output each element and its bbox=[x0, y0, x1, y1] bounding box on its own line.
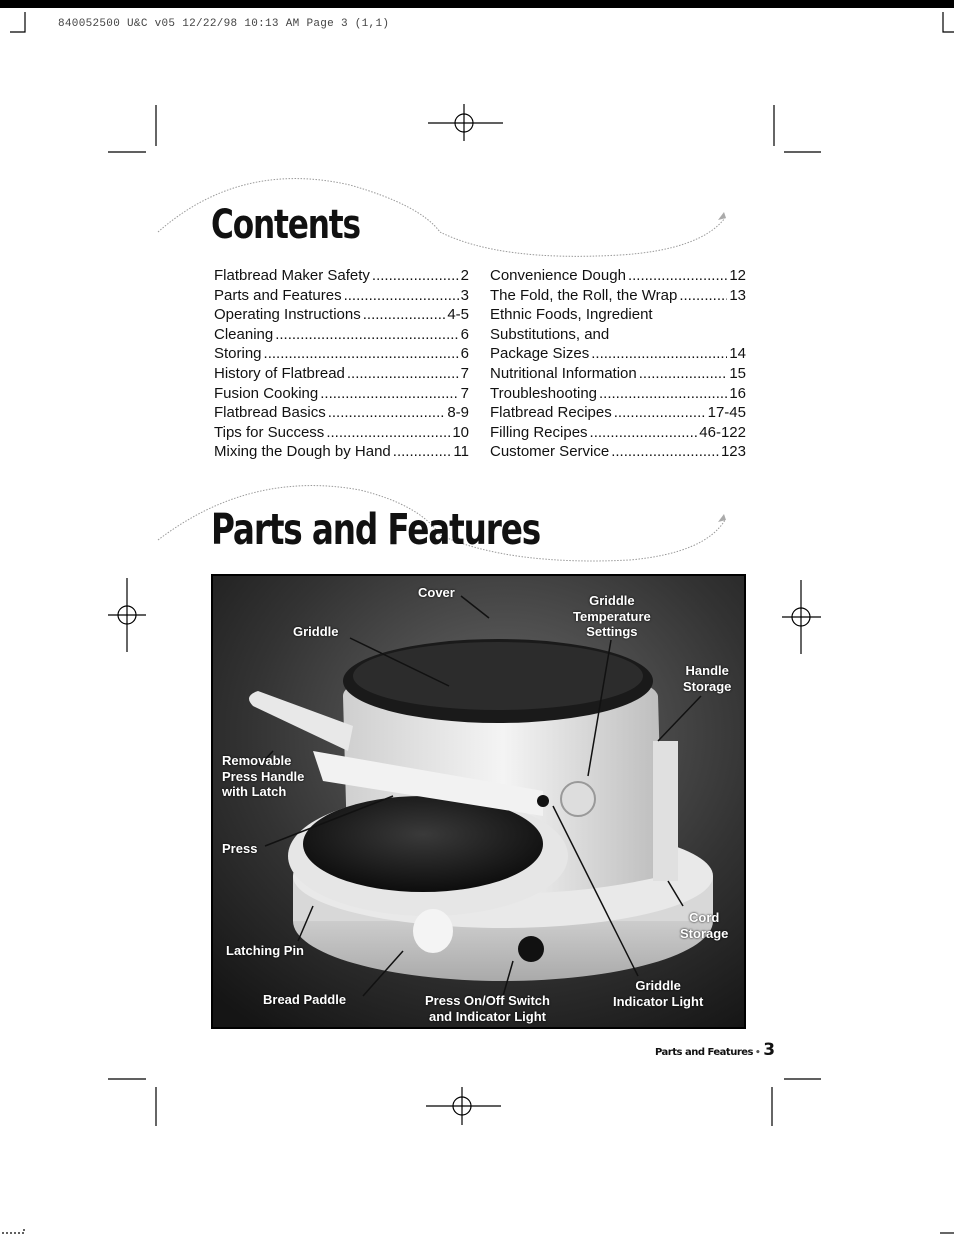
callout-griddle-indicator-light: Griddle Indicator Light bbox=[613, 978, 704, 1009]
callout-latching-pin: Latching Pin bbox=[226, 943, 304, 958]
toc-entry-title: Mixing the Dough by Hand bbox=[214, 443, 391, 461]
toc-leader-dots bbox=[326, 423, 450, 443]
callout-press: Press bbox=[222, 841, 258, 856]
callout-cord-storage: Cord Storage bbox=[680, 910, 729, 941]
toc-entry-title: Nutritional Information bbox=[490, 364, 637, 382]
footer-section: Parts and Features bbox=[655, 1047, 753, 1058]
toc-entry bbox=[214, 442, 469, 462]
toc-leader-dots bbox=[599, 384, 727, 404]
toc-entry-page: 10 bbox=[452, 423, 469, 441]
toc-entry-title: The Fold, the Roll, the Wrap bbox=[490, 286, 678, 304]
callout-griddle-temperature-settings: Griddle Temperature Settings bbox=[573, 593, 651, 639]
toc-entry-title: Flatbread Maker Safety bbox=[214, 267, 370, 284]
toc-leader-dots bbox=[639, 364, 728, 384]
toc-entry bbox=[214, 423, 469, 443]
toc-entry-page: 3 bbox=[460, 286, 469, 304]
toc-leader-dots bbox=[328, 403, 446, 423]
toc-entry-page: 7 bbox=[460, 364, 469, 382]
toc-leader-dots bbox=[264, 344, 459, 364]
toc-entry-page: 13 bbox=[729, 286, 746, 304]
toc-entry-title: Flatbread Basics bbox=[214, 404, 326, 422]
toc-entry-title: Parts and Features bbox=[214, 286, 342, 304]
toc-entry-page: 46-122 bbox=[699, 423, 746, 441]
toc-entry-page: 8-9 bbox=[447, 404, 469, 422]
toc-entry-page: 15 bbox=[729, 364, 746, 382]
toc-entry-title: Storing bbox=[214, 345, 262, 363]
top-border bbox=[0, 0, 954, 8]
toc-entry-title: Convenience Dough bbox=[490, 267, 626, 284]
toc-entry bbox=[214, 325, 469, 345]
toc-entry-title: Customer Service bbox=[490, 443, 610, 461]
toc-leader-dots bbox=[591, 344, 727, 364]
product-photo bbox=[211, 574, 746, 1029]
toc-leader-dots bbox=[614, 403, 706, 423]
toc-entry-page: 11 bbox=[453, 443, 469, 461]
toc-leader-dots bbox=[611, 442, 719, 462]
toc-entry bbox=[490, 266, 746, 286]
toc-leader-dots bbox=[363, 305, 446, 325]
flatbread-maker-illustration bbox=[213, 576, 744, 1027]
callout-removable-press-handle: Removable Press Handle with Latch bbox=[222, 753, 305, 799]
toc-leader-dots bbox=[393, 442, 452, 462]
toc-entry-title: Operating Instructions bbox=[214, 306, 361, 324]
toc-leader-dots bbox=[347, 364, 459, 384]
toc-entry bbox=[214, 384, 469, 404]
toc-entry-title: Fusion Cooking bbox=[214, 384, 319, 402]
toc-leader-dots bbox=[590, 423, 698, 443]
contents-heading: Contents bbox=[211, 202, 360, 248]
callout-bread-paddle: Bread Paddle bbox=[263, 992, 347, 1007]
toc-entry-page: 16 bbox=[729, 384, 746, 402]
toc-leader-dots bbox=[275, 325, 458, 345]
callout-handle-storage: Handle Storage bbox=[683, 663, 732, 694]
toc-entry bbox=[490, 344, 746, 364]
toc-leader-dots bbox=[679, 286, 727, 306]
toc-entry-line: Substitutions, and bbox=[490, 325, 610, 343]
toc-entry-title: History of Flatbread bbox=[214, 364, 345, 382]
toc-entry bbox=[214, 266, 469, 286]
toc-entry bbox=[490, 403, 746, 423]
toc-leader-dots bbox=[320, 384, 458, 404]
toc-entry-page: 12 bbox=[729, 267, 746, 284]
print-header: 840052500 U&C v05 12/22/98 10:13 AM Page 3 (1,1) bbox=[58, 18, 390, 30]
toc-entry-page: 6 bbox=[460, 325, 469, 343]
toc-entry bbox=[214, 305, 469, 325]
callout-griddle: Griddle bbox=[293, 624, 339, 639]
toc-entry-line: Ethnic Foods, Ingredient bbox=[490, 306, 653, 324]
toc-entry-page: 2 bbox=[460, 267, 469, 284]
toc-entry-title: Filling Recipes bbox=[490, 423, 588, 441]
toc-leader-dots bbox=[344, 286, 459, 306]
toc-entry bbox=[214, 364, 469, 384]
parts-heading: Parts and Features bbox=[211, 505, 541, 555]
contents-left-column bbox=[214, 266, 469, 462]
toc-entry-title: Cleaning bbox=[214, 325, 274, 343]
toc-entry-title: Package Sizes bbox=[490, 345, 590, 363]
toc-entry-title: Flatbread Recipes bbox=[490, 404, 612, 422]
toc-entry bbox=[490, 442, 746, 462]
toc-entry-title: Tips for Success bbox=[214, 423, 325, 441]
callout-press-switch: Press On/Off Switch and Indicator Light bbox=[425, 993, 550, 1024]
toc-entry bbox=[490, 364, 746, 384]
toc-leader-dots bbox=[628, 266, 727, 286]
toc-entry-title: Troubleshooting bbox=[490, 384, 598, 402]
toc-entry bbox=[490, 384, 746, 404]
footer-separator: • bbox=[754, 1048, 761, 1058]
contents-right-column bbox=[490, 266, 746, 462]
toc-entry bbox=[490, 423, 746, 443]
toc-entry bbox=[214, 344, 469, 364]
toc-entry-page: 14 bbox=[729, 345, 746, 363]
callout-cover: Cover bbox=[418, 585, 455, 600]
toc-leader-dots bbox=[372, 266, 459, 286]
toc-entry-page: 4-5 bbox=[447, 306, 469, 324]
toc-entry bbox=[490, 286, 746, 306]
toc-entry bbox=[214, 403, 469, 423]
toc-entry bbox=[214, 286, 469, 306]
toc-entry-page: 7 bbox=[460, 384, 469, 402]
page-footer bbox=[655, 1040, 775, 1060]
page-number: 3 bbox=[763, 1040, 775, 1060]
toc-entry-page: 123 bbox=[720, 443, 746, 461]
toc-entry-page: 6 bbox=[460, 345, 469, 363]
toc-entry-page: 17-45 bbox=[707, 404, 746, 422]
